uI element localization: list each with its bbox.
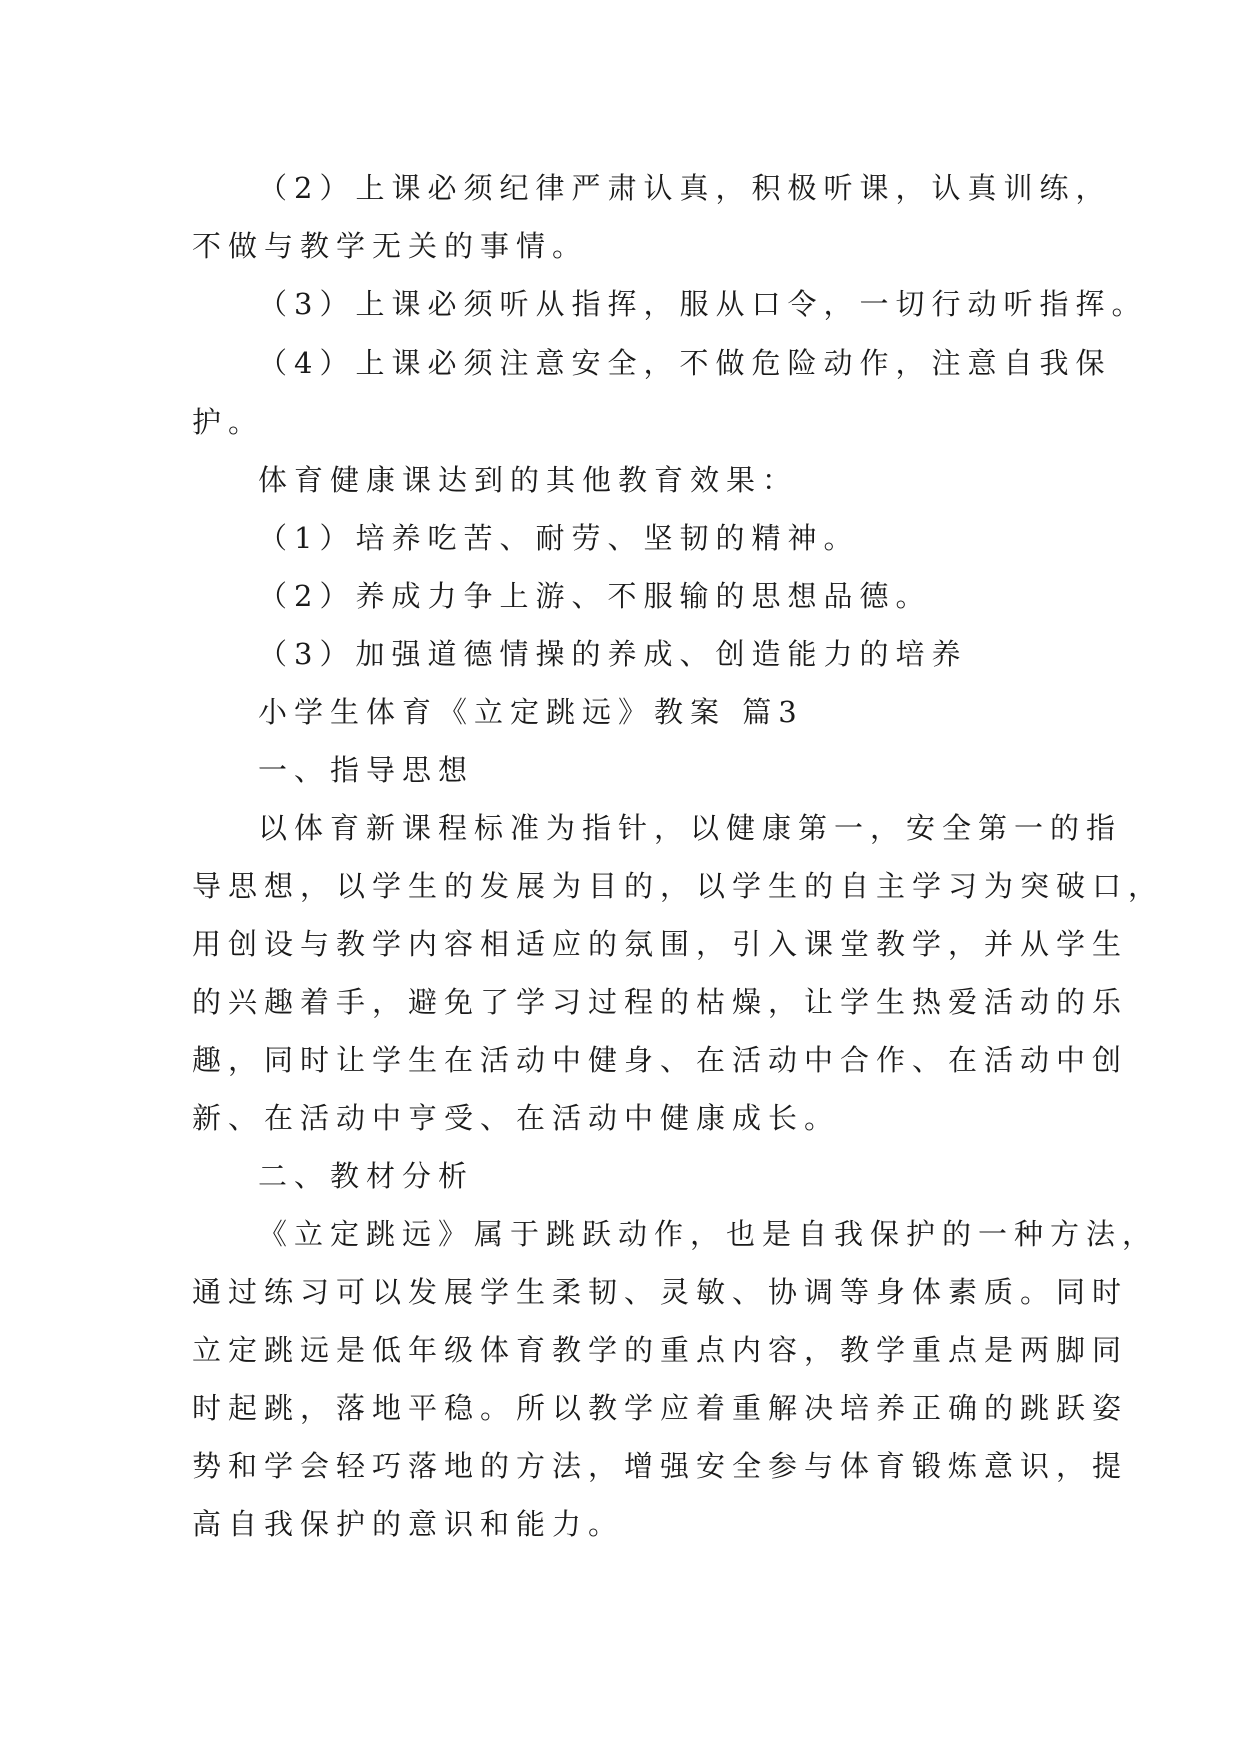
effect-item-2: （2）养成力争上游、不服输的思想品德。 [258,579,932,613]
paragraph-guiding-line-4: 的兴趣着手，避免了学习过程的枯燥，让学生热爱活动的乐 [192,985,1129,1019]
rule-item-3: （3）上课必须听从指挥，服从口令，一切行动听指挥。 [258,287,1148,321]
effect-item-3: （3）加强道德情操的养成、创造能力的培养 [258,637,968,671]
rule-item-2-line-1: （2）上课必须纪律严肃认真，积极听课，认真训练， [258,171,1112,205]
paragraph-analysis-line-5: 势和学会轻巧落地的方法，增强安全参与体育锻炼意识，提 [192,1449,1129,1483]
paragraph-analysis-line-2: 通过练习可以发展学生柔韧、灵敏、协调等身体素质。同时 [192,1275,1129,1309]
rule-item-4-line-2: 护。 [192,405,265,439]
paragraph-analysis-line-4: 时起跳，落地平稳。所以教学应着重解决培养正确的跳跃姿 [192,1391,1129,1425]
section-title: 小学生体育《立定跳远》教案 篇3 [258,695,804,729]
paragraph-analysis-line-1: 《立定跳远》属于跳跃动作，也是自我保护的一种方法， [258,1217,1159,1251]
heading-material-analysis: 二、教材分析 [258,1159,475,1193]
paragraph-guiding-line-3: 用创设与教学内容相适应的氛围，引入课堂教学，并从学生 [192,927,1129,961]
paragraph-analysis-line-6: 高自我保护的意识和能力。 [192,1507,625,1541]
paragraph-analysis-line-3: 立定跳远是低年级体育教学的重点内容，教学重点是两脚同 [192,1333,1129,1367]
paragraph-guiding-line-6: 新、在活动中亨受、在活动中健康成长。 [192,1101,841,1135]
effect-item-1: （1）培养吃苦、耐劳、坚韧的精神。 [258,521,860,555]
rule-item-2-line-2: 不做与教学无关的事情。 [192,229,589,263]
rule-item-4-line-1: （4）上课必须注意安全，不做危险动作，注意自我保 [258,346,1112,380]
paragraph-guiding-line-2: 导思想，以学生的发展为目的，以学生的自主学习为突破口， [192,869,1165,903]
paragraph-guiding-line-1: 以体育新课程标准为指针，以健康第一，安全第一的指 [258,811,1123,845]
paragraph-guiding-line-5: 趣，同时让学生在活动中健身、在活动中合作、在活动中创 [192,1043,1129,1077]
effects-heading: 体育健康课达到的其他教育效果： [258,463,799,497]
heading-guiding-thought: 一、指导思想 [258,753,475,787]
